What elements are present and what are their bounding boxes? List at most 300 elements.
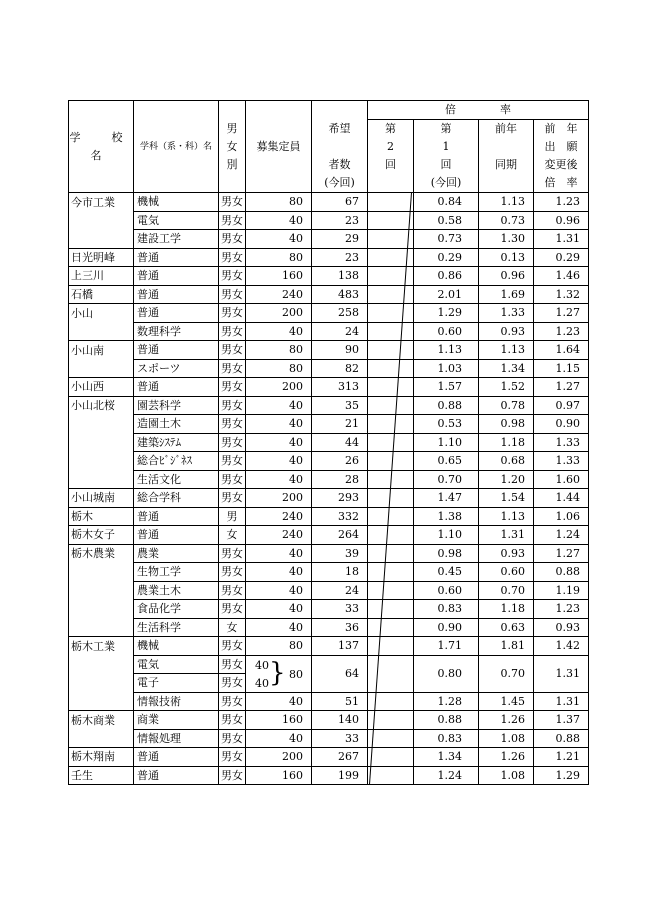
round1-ratio-cell: 0.80 — [414, 655, 479, 692]
sex-cell: 男女 — [219, 396, 246, 415]
after-change-ratio-cell: 1.23 — [534, 600, 589, 619]
table-row — [69, 526, 589, 545]
prev-year-ratio-cell: 1.52 — [479, 378, 534, 397]
applicants-cell: 44 — [312, 433, 368, 452]
after-change-ratio-cell: 1.24 — [534, 526, 589, 545]
table-row — [69, 618, 589, 637]
dept-name-cell: 情報処理 — [134, 729, 219, 748]
quota-cell: 40 — [246, 544, 312, 563]
after-change-ratio-cell: 1.44 — [534, 489, 589, 508]
applicants-cell: 138 — [312, 267, 368, 286]
school-name-cell — [69, 729, 134, 748]
applicants-cell: 26 — [312, 452, 368, 471]
round2-ratio-cell — [368, 766, 414, 785]
after-change-ratio-cell: 0.97 — [534, 396, 589, 415]
after-change-ratio-cell: 1.29 — [534, 766, 589, 785]
header-prev-spacer-2 — [479, 174, 534, 193]
header-applicants-2: (今回) — [312, 174, 368, 193]
school-name-cell — [69, 415, 134, 434]
header-prev-0: 前年 — [479, 120, 534, 139]
dept-name-cell: 普通 — [134, 526, 219, 545]
dept-name-cell: 普通 — [134, 341, 219, 360]
dept-name-cell: 情報技術 — [134, 692, 219, 711]
prev-year-ratio-cell: 0.73 — [479, 211, 534, 230]
table-row — [69, 489, 589, 508]
dept-name-cell: 建設工学 — [134, 230, 219, 249]
header-applicants-1: 者数 — [312, 156, 368, 174]
round2-ratio-cell — [368, 526, 414, 545]
header-r1-3: (今回) — [414, 174, 479, 193]
table-row — [69, 748, 589, 767]
sex-cell: 男女 — [219, 600, 246, 619]
round1-ratio-cell: 1.38 — [414, 507, 479, 526]
dept-name-cell: 電気 — [134, 655, 219, 674]
sex-cell: 男女 — [219, 230, 246, 249]
dept-name-cell: 商業 — [134, 711, 219, 730]
round2-ratio-cell — [368, 544, 414, 563]
table-row — [69, 766, 589, 785]
school-name-cell: 小山北桜 — [69, 396, 134, 415]
quota-cell: 40 — [246, 211, 312, 230]
sex-cell: 男女 — [219, 748, 246, 767]
header-r2-spacer — [368, 174, 414, 193]
header-after-3: 倍 率 — [534, 174, 589, 193]
round1-ratio-cell: 0.45 — [414, 563, 479, 582]
school-name-cell — [69, 563, 134, 582]
school-name-cell: 栃木翔南 — [69, 748, 134, 767]
school-name-cell — [69, 470, 134, 489]
header-sex-0: 男 — [219, 120, 246, 139]
quota-total: 80 — [289, 667, 303, 681]
after-change-ratio-cell: 1.32 — [534, 285, 589, 304]
round2-ratio-cell — [368, 433, 414, 452]
prev-year-ratio-cell: 1.18 — [479, 600, 534, 619]
round1-ratio-cell: 0.90 — [414, 618, 479, 637]
quota-cell: 200 — [246, 304, 312, 323]
sex-cell: 女 — [219, 526, 246, 545]
dept-name-cell: 総合学科 — [134, 489, 219, 508]
dept-name-cell: 普通 — [134, 507, 219, 526]
quota-cell: 200 — [246, 748, 312, 767]
dept-name-cell: 機械 — [134, 193, 219, 212]
round1-ratio-cell: 0.73 — [414, 230, 479, 249]
round2-ratio-cell — [368, 304, 414, 323]
sex-cell: 男女 — [219, 637, 246, 656]
after-change-ratio-cell: 1.42 — [534, 637, 589, 656]
applicants-cell: 313 — [312, 378, 368, 397]
prev-year-ratio-cell: 0.68 — [479, 452, 534, 471]
school-name-cell — [69, 618, 134, 637]
dept-name-cell: 農業 — [134, 544, 219, 563]
sex-cell: 男女 — [219, 211, 246, 230]
prev-year-ratio-cell: 1.13 — [479, 341, 534, 360]
header-prev-1: 同期 — [479, 156, 534, 174]
quota-cell: 80 — [246, 248, 312, 267]
table-row — [69, 341, 589, 360]
dept-name-cell: 建築ｼｽﾃﾑ — [134, 433, 219, 452]
applicants-cell: 33 — [312, 729, 368, 748]
round2-ratio-cell — [368, 637, 414, 656]
after-change-ratio-cell: 1.64 — [534, 341, 589, 360]
dept-name-cell: 総合ﾋﾞｼﾞﾈｽ — [134, 452, 219, 471]
quota-cell: 40 — [246, 322, 312, 341]
prev-year-ratio-cell: 1.33 — [479, 304, 534, 323]
round2-ratio-cell — [368, 452, 414, 471]
applicants-cell: 140 — [312, 711, 368, 730]
applicants-cell: 267 — [312, 748, 368, 767]
round2-ratio-cell — [368, 600, 414, 619]
quota-cell: 40 — [246, 230, 312, 249]
prev-year-ratio-cell: 0.60 — [479, 563, 534, 582]
prev-year-ratio-cell: 1.20 — [479, 470, 534, 489]
header-school: 学 校 名 — [69, 101, 134, 193]
applicants-cell: 51 — [312, 692, 368, 711]
header-quota: 募集定員 — [246, 138, 312, 156]
sex-cell: 男女 — [219, 341, 246, 360]
after-change-ratio-cell: 1.06 — [534, 507, 589, 526]
prev-year-ratio-cell: 1.08 — [479, 729, 534, 748]
quota-cell: 40 — [246, 618, 312, 637]
dept-name-cell: 普通 — [134, 748, 219, 767]
school-name-cell — [69, 359, 134, 378]
table-row — [69, 248, 589, 267]
sex-cell: 男女 — [219, 674, 246, 693]
school-name-cell — [69, 692, 134, 711]
sex-cell: 男女 — [219, 729, 246, 748]
after-change-ratio-cell: 1.27 — [534, 544, 589, 563]
header-dept: 学科（系・科）名 — [134, 101, 219, 193]
round2-ratio-cell — [368, 359, 414, 378]
applicants-cell: 199 — [312, 766, 368, 785]
sex-cell: 男女 — [219, 378, 246, 397]
round1-ratio-cell: 0.60 — [414, 322, 479, 341]
table-row — [69, 267, 589, 286]
applicants-cell: 90 — [312, 341, 368, 360]
header-quota-spacer-2 — [246, 156, 312, 174]
school-name-cell: 壬生 — [69, 766, 134, 785]
applicants-cell: 23 — [312, 248, 368, 267]
round2-ratio-cell — [368, 711, 414, 730]
table-row — [69, 378, 589, 397]
after-change-ratio-cell: 1.15 — [534, 359, 589, 378]
dept-name-cell: 造園土木 — [134, 415, 219, 434]
round2-ratio-cell — [368, 378, 414, 397]
prev-year-ratio-cell: 0.70 — [479, 655, 534, 692]
round2-ratio-cell — [368, 322, 414, 341]
after-change-ratio-cell: 0.29 — [534, 248, 589, 267]
header-sex-1: 女 — [219, 138, 246, 156]
round2-ratio-cell — [368, 563, 414, 582]
round2-ratio-cell — [368, 248, 414, 267]
quota-cell: 40 — [246, 581, 312, 600]
school-name-cell — [69, 322, 134, 341]
round2-ratio-cell — [368, 729, 414, 748]
applicants-cell: 33 — [312, 600, 368, 619]
round2-ratio-cell — [368, 415, 414, 434]
quota-cell: 40 — [246, 692, 312, 711]
round2-ratio-cell — [368, 507, 414, 526]
sex-cell: 男女 — [219, 248, 246, 267]
school-name-cell: 栃木商業 — [69, 711, 134, 730]
dept-name-cell: 普通 — [134, 378, 219, 397]
prev-year-ratio-cell: 1.30 — [479, 230, 534, 249]
sex-cell: 男女 — [219, 415, 246, 434]
sex-cell: 男女 — [219, 359, 246, 378]
prev-year-ratio-cell: 0.93 — [479, 322, 534, 341]
round2-ratio-cell — [368, 285, 414, 304]
prev-year-ratio-cell: 0.70 — [479, 581, 534, 600]
quota-cell: 80 — [246, 193, 312, 212]
table-row — [69, 359, 589, 378]
prev-year-ratio-cell: 0.98 — [479, 415, 534, 434]
round2-ratio-cell — [368, 341, 414, 360]
applicants-cell: 18 — [312, 563, 368, 582]
school-name-cell — [69, 452, 134, 471]
sex-cell: 男女 — [219, 452, 246, 471]
quota-value-1: 40 — [255, 658, 269, 672]
sex-cell: 男 — [219, 507, 246, 526]
after-change-ratio-cell: 1.31 — [534, 230, 589, 249]
prev-year-ratio-cell: 0.93 — [479, 544, 534, 563]
school-name-cell: 栃木農業 — [69, 544, 134, 563]
round1-ratio-cell: 0.60 — [414, 581, 479, 600]
quota-cell: 40 — [246, 452, 312, 471]
after-change-ratio-cell: 0.90 — [534, 415, 589, 434]
round2-ratio-cell — [368, 618, 414, 637]
quota-cell: 40 — [246, 470, 312, 489]
school-name-cell — [69, 600, 134, 619]
table-row — [69, 729, 589, 748]
table-row — [69, 304, 589, 323]
header-ratio: 倍 率 — [368, 101, 589, 120]
header-quota-spacer — [246, 120, 312, 139]
round1-ratio-cell: 1.47 — [414, 489, 479, 508]
school-name-cell: 小山南 — [69, 341, 134, 360]
quota-cell: 200 — [246, 489, 312, 508]
applicants-cell: 483 — [312, 285, 368, 304]
prev-year-ratio-cell: 0.63 — [479, 618, 534, 637]
quota-cell: 160 — [246, 267, 312, 286]
round1-ratio-cell: 0.83 — [414, 729, 479, 748]
after-change-ratio-cell: 1.33 — [534, 433, 589, 452]
round1-ratio-cell: 0.88 — [414, 396, 479, 415]
prev-year-ratio-cell: 1.18 — [479, 433, 534, 452]
prev-year-ratio-cell: 1.26 — [479, 748, 534, 767]
header-prev-spacer — [479, 138, 534, 156]
table-row — [69, 285, 589, 304]
table-row — [69, 711, 589, 730]
header-applicants-blank — [312, 101, 368, 120]
after-change-ratio-cell: 1.19 — [534, 581, 589, 600]
applicants-cell: 36 — [312, 618, 368, 637]
round1-ratio-cell: 1.29 — [414, 304, 479, 323]
dept-name-cell: 生活文化 — [134, 470, 219, 489]
table-row — [69, 396, 589, 415]
quota-cell: 40 — [246, 433, 312, 452]
quota-cell: 160 — [246, 711, 312, 730]
dept-name-cell: 園芸科学 — [134, 396, 219, 415]
prev-year-ratio-cell: 1.69 — [479, 285, 534, 304]
round1-ratio-cell: 1.13 — [414, 341, 479, 360]
quota-value-2: 40 — [255, 676, 269, 690]
header-r2-0: 第 — [368, 120, 414, 139]
applicants-cell: 293 — [312, 489, 368, 508]
quota-cell: 200 — [246, 378, 312, 397]
after-change-ratio-cell: 1.46 — [534, 267, 589, 286]
dept-name-cell: スポーツ — [134, 359, 219, 378]
header-r2-2: 回 — [368, 156, 414, 174]
dept-name-cell: 生活科学 — [134, 618, 219, 637]
sex-cell: 男女 — [219, 581, 246, 600]
applicants-cell: 137 — [312, 637, 368, 656]
sex-cell: 男女 — [219, 304, 246, 323]
sex-cell: 男女 — [219, 544, 246, 563]
round1-ratio-cell: 0.29 — [414, 248, 479, 267]
sex-cell: 女 — [219, 618, 246, 637]
applicants-cell: 332 — [312, 507, 368, 526]
after-change-ratio-cell: 1.23 — [534, 322, 589, 341]
table-row — [69, 692, 589, 711]
applicants-cell: 39 — [312, 544, 368, 563]
school-name-cell — [69, 230, 134, 249]
round1-ratio-cell: 1.71 — [414, 637, 479, 656]
table-row — [69, 322, 589, 341]
table-row — [69, 507, 589, 526]
applicants-cell: 264 — [312, 526, 368, 545]
table-row — [69, 433, 589, 452]
school-name-cell — [69, 433, 134, 452]
after-change-ratio-cell: 0.88 — [534, 563, 589, 582]
dept-name-cell: 農業土木 — [134, 581, 219, 600]
quota-cell: 160 — [246, 766, 312, 785]
after-change-ratio-cell: 1.27 — [534, 378, 589, 397]
round1-ratio-cell: 0.88 — [414, 711, 479, 730]
round2-ratio-cell — [368, 211, 414, 230]
after-change-ratio-cell: 1.33 — [534, 452, 589, 471]
round1-ratio-cell: 0.84 — [414, 193, 479, 212]
applicants-cell: 35 — [312, 396, 368, 415]
applicants-cell: 28 — [312, 470, 368, 489]
table-row — [69, 655, 589, 674]
round1-ratio-cell: 0.86 — [414, 267, 479, 286]
header-after-1: 出 願 — [534, 138, 589, 156]
school-name-cell: 栃木女子 — [69, 526, 134, 545]
school-name-cell: 今市工業 — [69, 193, 134, 212]
header-sex-2: 別 — [219, 156, 246, 174]
prev-year-ratio-cell: 1.34 — [479, 359, 534, 378]
sex-cell: 男女 — [219, 193, 246, 212]
applicants-cell: 67 — [312, 193, 368, 212]
dept-name-cell: 電子 — [134, 674, 219, 693]
header-r1-0: 第 — [414, 120, 479, 139]
header-r2-1: 2 — [368, 138, 414, 156]
round2-ratio-cell — [368, 581, 414, 600]
prev-year-ratio-cell: 1.45 — [479, 692, 534, 711]
school-name-cell: 小山西 — [69, 378, 134, 397]
sex-cell: 男女 — [219, 692, 246, 711]
prev-year-ratio-cell: 0.96 — [479, 267, 534, 286]
table-row — [69, 452, 589, 471]
round2-ratio-cell — [368, 193, 414, 212]
header-after-0: 前 年 — [534, 120, 589, 139]
school-name-cell: 石橋 — [69, 285, 134, 304]
quota-cell: 80 — [246, 359, 312, 378]
round1-ratio-cell: 0.65 — [414, 452, 479, 471]
applicants-cell: 24 — [312, 581, 368, 600]
prev-year-ratio-cell: 1.31 — [479, 526, 534, 545]
quota-cell: 40 — [246, 396, 312, 415]
admission-ratio-table — [68, 100, 589, 785]
school-name-cell — [69, 674, 134, 693]
round1-ratio-cell: 0.98 — [414, 544, 479, 563]
round1-ratio-cell: 1.24 — [414, 766, 479, 785]
combined-quota-cell — [246, 655, 312, 692]
dept-name-cell: 生物工学 — [134, 563, 219, 582]
round1-ratio-cell: 0.70 — [414, 470, 479, 489]
after-change-ratio-cell: 0.93 — [534, 618, 589, 637]
round1-ratio-cell: 1.34 — [414, 748, 479, 767]
round2-ratio-cell — [368, 655, 414, 692]
round2-ratio-cell — [368, 267, 414, 286]
after-change-ratio-cell: 0.88 — [534, 729, 589, 748]
brace-symbol: } — [269, 657, 286, 688]
applicants-cell: 258 — [312, 304, 368, 323]
header-applicants-0: 希望 — [312, 120, 368, 139]
sex-cell: 男女 — [219, 322, 246, 341]
prev-year-ratio-cell: 1.13 — [479, 193, 534, 212]
prev-year-ratio-cell: 1.26 — [479, 711, 534, 730]
dept-name-cell: 普通 — [134, 267, 219, 286]
table-row — [69, 563, 589, 582]
applicants-cell: 23 — [312, 211, 368, 230]
after-change-ratio-cell: 1.21 — [534, 748, 589, 767]
round1-ratio-cell: 0.53 — [414, 415, 479, 434]
sex-cell: 男女 — [219, 766, 246, 785]
prev-year-ratio-cell: 0.13 — [479, 248, 534, 267]
round1-ratio-cell: 1.28 — [414, 692, 479, 711]
dept-name-cell: 普通 — [134, 248, 219, 267]
school-name-cell — [69, 655, 134, 674]
table-row — [69, 470, 589, 489]
round1-ratio-cell: 1.03 — [414, 359, 479, 378]
round2-ratio-cell — [368, 692, 414, 711]
dept-name-cell: 普通 — [134, 285, 219, 304]
round2-ratio-cell — [368, 489, 414, 508]
header-quota-spacer-3 — [246, 174, 312, 193]
sex-cell: 男女 — [219, 267, 246, 286]
quota-cell: 40 — [246, 729, 312, 748]
applicants-cell: 24 — [312, 322, 368, 341]
table-row — [69, 581, 589, 600]
header-sex-blank — [219, 101, 246, 120]
school-name-cell: 栃木工業 — [69, 637, 134, 656]
school-name-cell — [69, 581, 134, 600]
round2-ratio-cell — [368, 470, 414, 489]
sex-cell: 男女 — [219, 433, 246, 452]
quota-cell: 240 — [246, 507, 312, 526]
school-name-cell: 上三川 — [69, 267, 134, 286]
prev-year-ratio-cell: 1.81 — [479, 637, 534, 656]
table-body — [69, 193, 589, 785]
header-sex-spacer — [219, 174, 246, 193]
after-change-ratio-cell: 1.60 — [534, 470, 589, 489]
dept-name-cell: 機械 — [134, 637, 219, 656]
applicants-cell: 64 — [312, 655, 368, 692]
prev-year-ratio-cell: 0.78 — [479, 396, 534, 415]
school-name-cell: 小山 — [69, 304, 134, 323]
sex-cell: 男女 — [219, 711, 246, 730]
dept-name-cell: 普通 — [134, 766, 219, 785]
